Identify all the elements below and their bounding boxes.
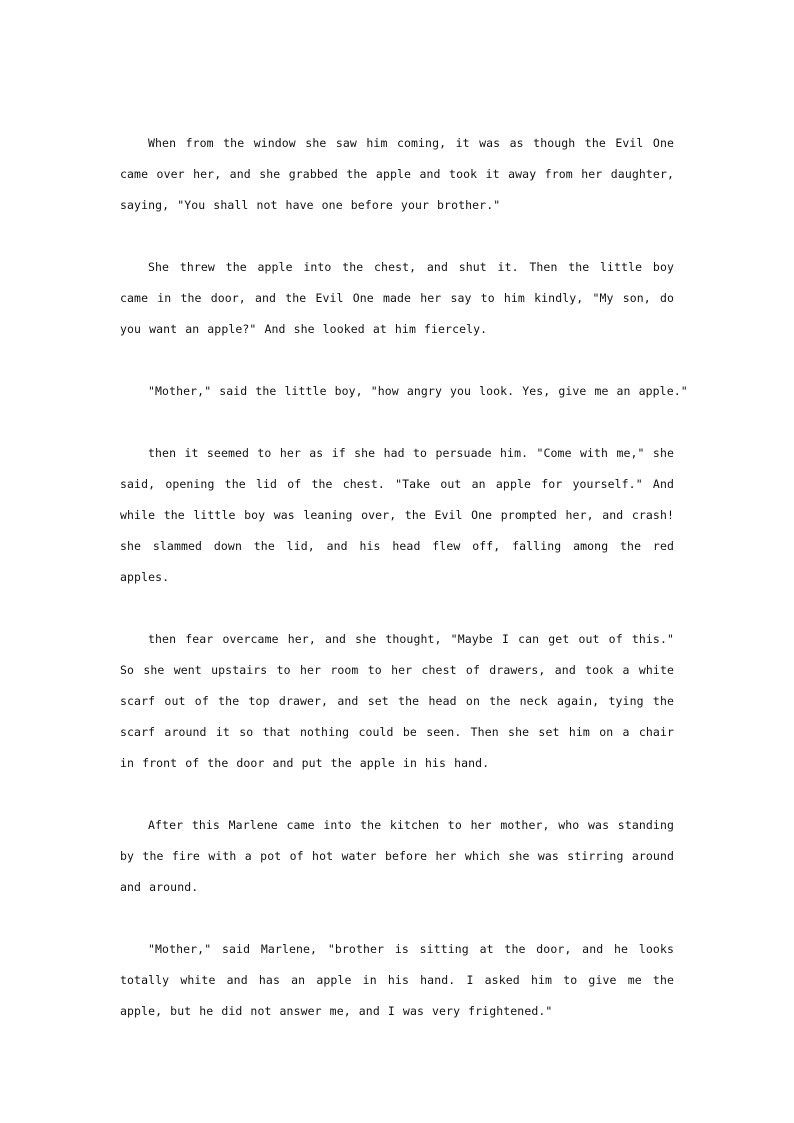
paragraph-3: "Mother," said the little boy, "how angry you look. Yes, give me an apple."	[148, 384, 688, 398]
paragraph-4: then it seemed to her as if she had to persuade him. "Come with me," she said, opening the lid of the chest. "Take out an apple for yourself." And while the little boy was leaning over, the Evil One prompted her, and crash! she slammed down the lid, and his head flew off, falling among the red apples.	[120, 446, 674, 584]
document-page	[120, 128, 688, 1058]
paragraph-6: After this Marlene came into the kitchen to her mother, who was standing by the fire with a pot of hot water before her which she was stirring around and around.	[120, 818, 674, 894]
paragraph-7: "Mother," said Marlene, "brother is sitting at the door, and he looks totally white and has an apple in his hand. I asked him to give me the apple, but he did not answer me, and I was very frightened."	[120, 942, 674, 1018]
paragraph-1: When from the window she saw him coming, it was as though the Evil One came over her, and she grabbed the apple and took it away from her daughter, saying, "You shall not have one before your brother."	[120, 136, 674, 212]
paragraph-5: then fear overcame her, and she thought, "Maybe I can get out of this." So she went upstairs to her room to her chest of drawers, and took a white scarf out of the top drawer, and set the head on the neck again, tying the scarf around it so that nothing could be seen. Then she set him on a chair in front of the door and put the apple in his hand.	[120, 632, 674, 770]
paragraph-2: She threw the apple into the chest, and shut it. Then the little boy came in the door, and the Evil One made her say to him kindly, "My son, do you want an apple?" And she looked at him fiercely.	[120, 260, 674, 336]
